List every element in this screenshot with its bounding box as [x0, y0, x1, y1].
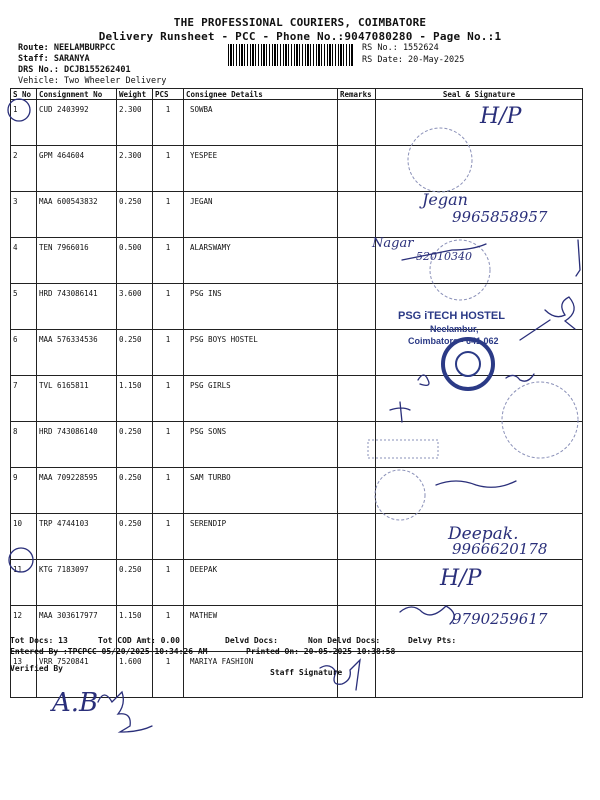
- row-weight: 0.250: [117, 514, 153, 560]
- drs-number: DRS No.: DCJB155262401: [18, 65, 131, 75]
- row-consignee: MARIYA FASHION: [184, 652, 338, 698]
- hostel-stamp-line2: Neelambur,: [430, 324, 479, 334]
- hostel-stamp-line3: Coimbatore - 641 062: [408, 336, 499, 346]
- faint-stamp-2: [430, 240, 490, 300]
- row-consignee: YESPEE: [184, 146, 338, 192]
- delivered-docs: Delvd Docs:: [225, 636, 278, 645]
- row-weight: 0.250: [117, 330, 153, 376]
- row-pcs: 1: [153, 422, 184, 468]
- col-consignment: Consignment No: [37, 89, 117, 100]
- row-pcs: 1: [153, 192, 184, 238]
- row-weight: 1.150: [117, 376, 153, 422]
- row-sno: 4: [11, 238, 37, 284]
- hp-mark-row1: H/P: [480, 104, 522, 129]
- jegan-phone: 9965858957: [452, 208, 548, 226]
- tech-hostel-round-stamp-inner: [456, 352, 480, 376]
- row-consignee: PSG INS: [184, 284, 338, 330]
- rs-date: RS Date: 20-May-2025: [362, 55, 465, 65]
- row-consignment-no: KTG 7183097: [37, 560, 117, 606]
- row-weight: 2.300: [117, 100, 153, 146]
- row-consignee: SAM TURBO: [184, 468, 338, 514]
- deepak-signature: Deepak.: [448, 524, 519, 544]
- hostel-stamp-name: PSG iTECH HOSTEL: [398, 310, 505, 322]
- row-weight: 0.500: [117, 238, 153, 284]
- row-sno: 5: [11, 284, 37, 330]
- row-sno: 1: [11, 100, 37, 146]
- verifier-signature: A.B: [52, 688, 99, 718]
- row-pcs: 1: [153, 514, 184, 560]
- row-consignee: PSG BOYS HOSTEL: [184, 330, 338, 376]
- row-consignee: DEEPAK: [184, 560, 338, 606]
- row-pcs: 1: [153, 146, 184, 192]
- hp-mark-row12: H/P: [440, 566, 482, 591]
- entered-by: Entered By :TPCPCC 05/20/2025 10:34:26 AM: [10, 647, 208, 656]
- faint-box-stamp: [368, 440, 438, 458]
- signature-row13: [400, 606, 454, 624]
- signature-row8: [390, 402, 410, 422]
- row-consignment-no: MAA 709228595: [37, 468, 117, 514]
- printed-on: Printed On: 20-05-2025 10:38:58: [246, 647, 396, 656]
- row-pcs: 1: [153, 284, 184, 330]
- signature-row7a: [418, 375, 429, 385]
- runsheet-title: Delivery Runsheet - PCC - Phone No.:9047080280 - Page No.:1: [98, 30, 502, 43]
- circle-mark-1: [8, 99, 30, 121]
- col-consignee: Consignee Details: [184, 89, 338, 100]
- row-consignment-no: VRR 7520841: [37, 652, 117, 698]
- delivery-points: Delvy Pts:: [408, 636, 457, 645]
- route-label: Route: NEELAMBURPCC: [18, 43, 116, 53]
- staff-label: Staff: SARANYA: [18, 54, 90, 64]
- row-pcs: 1: [153, 100, 184, 146]
- circle-mark-12: [9, 548, 33, 572]
- row-pcs: 1: [153, 238, 184, 284]
- nagar-signature: Nagar: [372, 236, 414, 251]
- total-docs: Tot Docs: 13: [10, 636, 68, 645]
- row-consignment-no: TRP 4744103: [37, 514, 117, 560]
- row-sno: 12: [11, 606, 37, 652]
- verified-by-label: Verified By: [10, 664, 63, 673]
- row-consignment-no: HRD 743086141: [37, 284, 117, 330]
- signature-row7b: [506, 374, 534, 381]
- row-consignment-no: TVL 6165811: [37, 376, 117, 422]
- row-consignment-no: HRD 743086140: [37, 422, 117, 468]
- row-consignee: SOWBA: [184, 100, 338, 146]
- jegan-signature: Jegan: [422, 190, 468, 209]
- row-sno: 11: [11, 560, 37, 606]
- row-consignment-no: MAA 600543832: [37, 192, 117, 238]
- col-remarks: Remarks: [338, 89, 376, 100]
- row-consignment-no: MAA 576334536: [37, 330, 117, 376]
- tech-hostel-round-stamp: [443, 339, 493, 389]
- mariya-phone: 9790259617: [452, 610, 548, 628]
- row-weight: 1.150: [117, 606, 153, 652]
- row-weight: 0.250: [117, 192, 153, 238]
- row-weight: 1.600: [117, 652, 153, 698]
- total-cod: Tot COD Amt: 0.00: [98, 636, 180, 645]
- row-sno: 13: [11, 652, 37, 698]
- vehicle-label: Vehicle: Two Wheeler Delivery: [18, 76, 167, 86]
- row-consignment-no: GPM 464604: [37, 146, 117, 192]
- row-sno: 6: [11, 330, 37, 376]
- row-consignee: ALARSWAMY: [184, 238, 338, 284]
- row-weight: 0.250: [117, 468, 153, 514]
- col-sno: S No: [11, 89, 37, 100]
- row-consignee: JEGAN: [184, 192, 338, 238]
- nagar-phone: 52010340: [416, 250, 472, 263]
- col-pcs: PCS: [153, 89, 184, 100]
- non-delivered-docs: Non Delvd Docs:: [308, 636, 381, 645]
- row-sno: 2: [11, 146, 37, 192]
- faint-stamp-3: [502, 382, 578, 458]
- row-pcs: 1: [153, 468, 184, 514]
- staff-signature-label: Staff Signature: [270, 668, 343, 677]
- row-pcs: 1: [153, 330, 184, 376]
- company-title: THE PROFESSIONAL COURIERS, COIMBATORE: [173, 16, 427, 29]
- faint-stamp-1: [408, 128, 472, 192]
- row-consignment-no: CUD 2403992: [37, 100, 117, 146]
- signature-row4-tick: [576, 240, 580, 276]
- row-consignment-no: MAA 303617977: [37, 606, 117, 652]
- row-consignee: PSG SONS: [184, 422, 338, 468]
- deepak-phone: 9966620178: [452, 540, 548, 558]
- row-pcs: 1: [153, 652, 184, 698]
- row-pcs: 1: [153, 606, 184, 652]
- signature-row11: [436, 481, 516, 487]
- row-weight: 2.300: [117, 146, 153, 192]
- row-consignee: PSG GIRLS: [184, 376, 338, 422]
- row-consignee: MATHEW: [184, 606, 338, 652]
- row-consignee: SERENDIP: [184, 514, 338, 560]
- row-sno: 3: [11, 192, 37, 238]
- row-weight: 3.600: [117, 284, 153, 330]
- row-sno: 10: [11, 514, 37, 560]
- row-consignment-no: TEN 7966016: [37, 238, 117, 284]
- row-weight: 0.250: [117, 422, 153, 468]
- col-weight: Weight: [117, 89, 153, 100]
- verifier-signature-flourish: [98, 692, 152, 732]
- row-sno: 8: [11, 422, 37, 468]
- row-sno: 9: [11, 468, 37, 514]
- signature-row6: [520, 297, 575, 340]
- col-seal-signature: Seal & Signature: [376, 89, 583, 100]
- row-sno: 7: [11, 376, 37, 422]
- row-pcs: 1: [153, 376, 184, 422]
- faint-stamp-4: [375, 470, 425, 520]
- row-weight: 0.250: [117, 560, 153, 606]
- row-pcs: 1: [153, 560, 184, 606]
- rs-number: RS No.: 1552624: [362, 43, 439, 53]
